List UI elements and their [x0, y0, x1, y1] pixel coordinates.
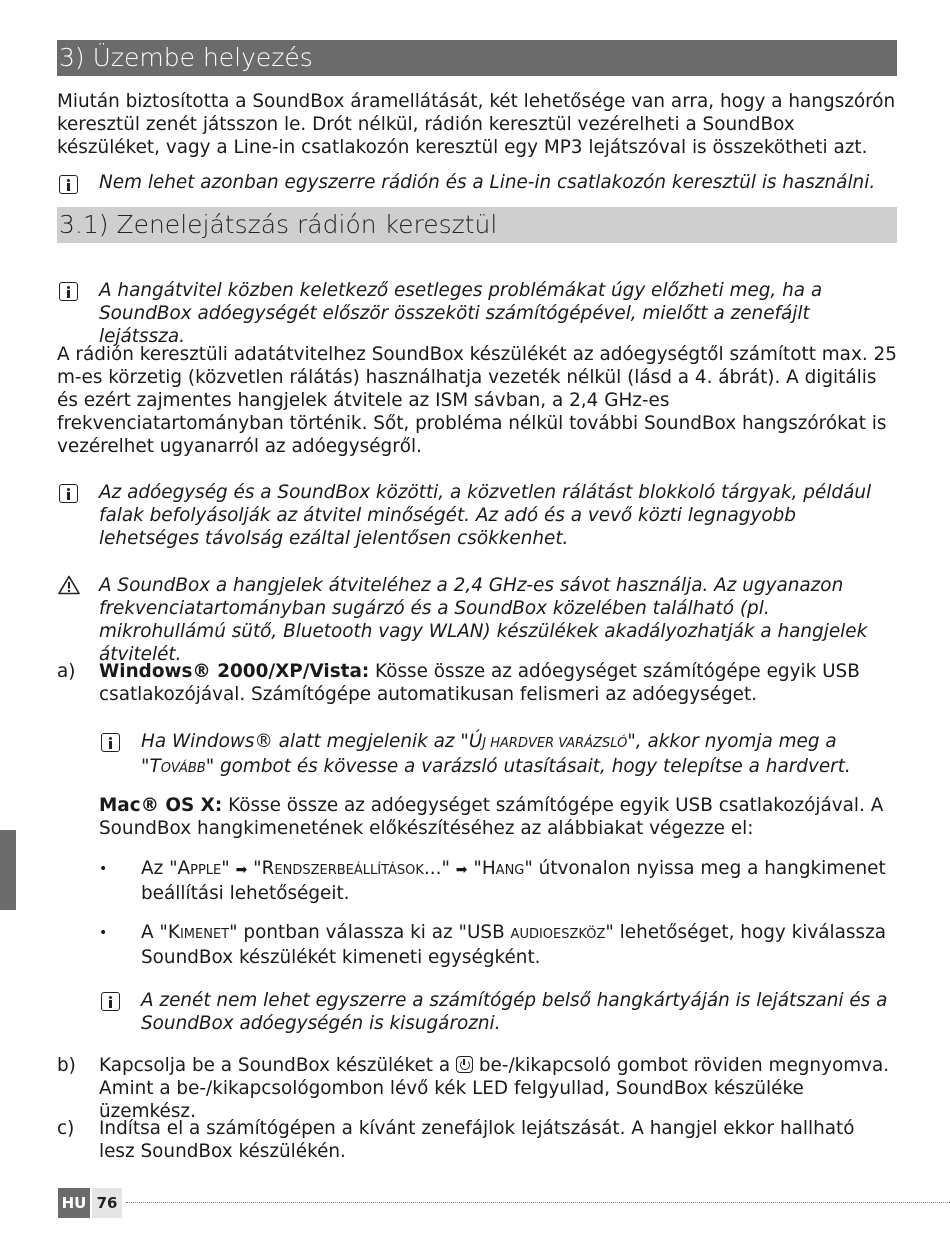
info-icon: [59, 282, 78, 301]
bullet-text: " lehetőséget, hogy kiválassza SoundBox készülékét kimeneti egységként.: [141, 922, 886, 968]
bullet-text: "R: [247, 858, 275, 879]
mac-body: Kösse össze az adóegységet számítógépe egyik USB csatlakozójával. A SoundBox hangkimenetének előkészítéséhez az alábbiakat végezze el:: [99, 795, 884, 839]
bullet-smallcaps: IMENET: [179, 927, 230, 942]
bullet-smallcaps: ENDSZERBEÁLLÍTÁSOK: [274, 863, 424, 878]
power-icon: [456, 1056, 473, 1073]
step-b-text: [99, 1054, 894, 1123]
note-text: " gombot és kövesse a varázsló utasításait, hogy telepítse a hardvert.: [205, 756, 851, 777]
bullet-smallcaps: ANG: [495, 863, 525, 878]
warning-icon: [58, 575, 80, 595]
bullet-smallcaps: AUDIOESZKÖZ: [510, 927, 606, 942]
footer-dotted-rule: [126, 1202, 950, 1203]
info-note: A hangátvitel közben keletkező esetleges problémákat úgy előzheti meg, ha a SoundBox adóegységét először összeköti számítógépével, mielőtt a zenefájlt lejátssza.: [99, 280, 823, 347]
bullet-text: "H: [467, 858, 496, 879]
bullet: •: [99, 925, 108, 941]
info-note: Az adóegység és a SoundBox közötti, a közvetlen rálátást blokkoló tárgyak, például falak befolyásolják az átvitel minőségét. Az adó és a vevő közti legnagyobb lehetséges távolság ezáltal jelentősen csökkenhet.: [99, 482, 872, 549]
step-a-body: Kösse össze az adóegységet számítógépe egyik USB csatlakozójával. Számítógépe automatikusan felismeri az adóegységet.: [99, 661, 860, 705]
bullet: •: [99, 861, 108, 877]
info-note-soundcard: A zenét nem lehet egyszerre a számítógép belső hangkártyáján is lejátszani és a SoundBox adóegységén is kisugározni.: [141, 990, 888, 1034]
info-note: Nem lehet azonban egyszerre rádión és a Line-in csatlakozón keresztül is használni.: [99, 172, 876, 193]
bullet-text: " útvonalon nyissa meg a hangkimenet beállítási lehetőségeit.: [141, 858, 886, 904]
step-a-heading: Windows® 2000/XP/Vista:: [99, 661, 370, 682]
bullet-smallcaps: PPLE: [190, 863, 222, 878]
arrow-right-icon: ➡: [455, 862, 468, 878]
info-icon: [59, 175, 78, 194]
step-label: b): [57, 1055, 76, 1076]
mac-heading: Mac® OS X:: [99, 795, 223, 816]
arrow-right-icon: ➡: [235, 862, 248, 878]
section-heading-1: 3) Üzembe helyezés: [57, 40, 897, 76]
warning-note: A SoundBox a hangjelek átviteléhez a 2,4 GHz-es sávot használja. Az ugyanazon frekvenciatartományban sugárzó és a SoundBox közelében található (pl. mikrohullámú sütő, Bluetooth vagy WLAN) készülékek akadályozhatják a hangjelek átvitelét.: [99, 575, 868, 665]
info-icon: [101, 992, 120, 1011]
section-heading-2: 3.1) Zenelejátszás rádión keresztül: [57, 207, 897, 243]
info-note-windows: [141, 730, 891, 780]
step-label: c): [57, 1118, 75, 1139]
chapter-side-tab: [0, 830, 16, 910]
note-text: Ha Windows® alatt megjelenik az "Ú: [141, 731, 483, 752]
note-smallcaps: OVÁBB: [160, 761, 206, 776]
step-b-body: Kapcsolja be a SoundBox készüléket a: [99, 1055, 456, 1076]
info-icon: [59, 484, 78, 503]
bullet-item-1: [141, 857, 891, 905]
note-text: ", akkor nyomja meg a "T: [141, 731, 837, 777]
step-label: a): [57, 661, 76, 682]
intro-paragraph: Miután biztosította a SoundBox áramellátását, két lehetősége van arra, hogy a hangszórón keresztül zenét játsszon le. Drót nélkül, rádión keresztül vezérelheti a SoundBox készüléket, vagy a Line-in csatlakozón keresztül egy MP3 lejátszóval is összekötheti azt.: [57, 91, 896, 158]
bullet-text: Az "A: [141, 858, 191, 879]
bullet-text: " pontban válassza ki az "USB: [229, 922, 511, 943]
bullet-text: ...": [423, 858, 456, 879]
bullet-text: A "K: [141, 922, 180, 943]
page-number: 76: [92, 1188, 122, 1218]
step-b-body: be-/kikapcsoló gombot röviden megnyomva. Amint a be-/kikapcsológombon lévő kék LED felgyullad, SoundBox készüléke üzemkész.: [99, 1055, 890, 1122]
language-badge: HU: [58, 1188, 90, 1218]
bullet-text: ": [221, 858, 236, 879]
info-icon: [101, 733, 120, 752]
body-paragraph: A rádión keresztüli adatátvitelhez SoundBox készülékét az adóegységtől számított max. 25 m-es körzetig (közvetlen rálátás) használhatja vezeték nélkül (lásd a 4. ábrát). A digitális és ezért zajmentes hangjelek átvitele az ISM sávban, a 2,4 GHz-es frekvenciatartományban történik. Sőt, probléma nélkül további SoundBox hangszórókat is vezérelhet ugyanarról az adóegységről.: [57, 344, 897, 457]
step-a-text: [99, 660, 889, 706]
mac-paragraph: [99, 794, 889, 840]
note-smallcaps: J HARDVER VARÁZSLÓ: [482, 736, 628, 751]
bullet-item-2: [141, 921, 891, 969]
step-c-text: Indítsa el a számítógépen a kívánt zenefájlok lejátszását. A hangjel ekkor hallható lesz SoundBox készülékén.: [99, 1118, 855, 1162]
